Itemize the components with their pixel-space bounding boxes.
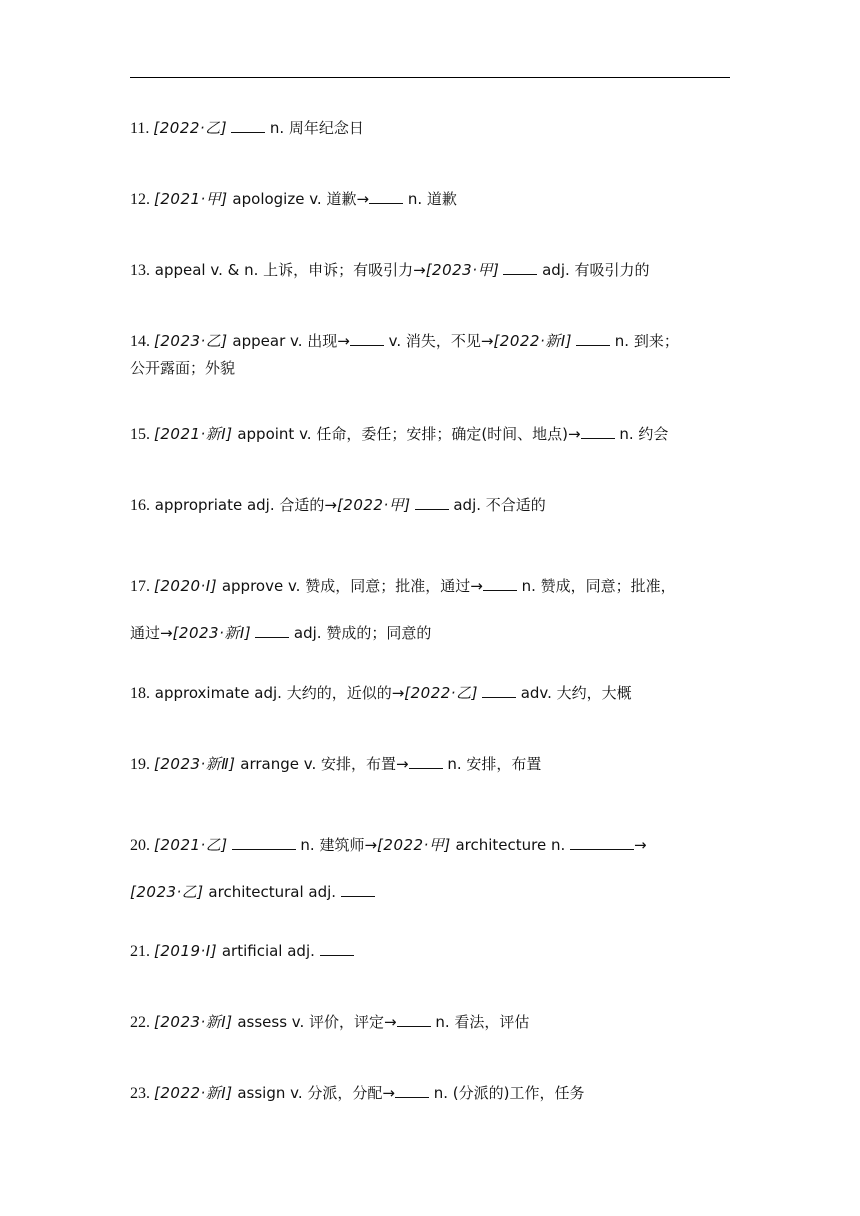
- item-text: adv. 大约，大概: [515, 684, 632, 702]
- item-text: approximate adj. 大约的，近似的→: [150, 684, 405, 702]
- item-text: appropriate adj. 合适的→: [150, 496, 337, 514]
- vocab-item-23: [130, 1080, 740, 1107]
- vocab-item-22: [130, 1009, 740, 1036]
- item-number: 21.: [130, 943, 150, 960]
- answer-blank[interactable]: [570, 832, 634, 850]
- answer-blank[interactable]: [255, 620, 289, 638]
- exam-tag: [2022·乙]: [404, 684, 478, 702]
- item-text: n. 道歉: [403, 190, 457, 208]
- header-rule: [130, 77, 730, 78]
- exam-tag: [2022·新Ⅰ]: [154, 1084, 233, 1102]
- vocab-item-18: [130, 680, 740, 707]
- item-text: arrange v. 安排，布置→: [235, 755, 409, 773]
- item-text: assign v. 分派，分配→: [232, 1084, 395, 1102]
- item-text-continued: 公开露面；外貌: [130, 359, 236, 377]
- item-text: adj. 不合适的: [448, 496, 546, 514]
- exam-tag: [2023·甲]: [425, 261, 500, 279]
- item-number: 17.: [130, 578, 150, 595]
- exam-tag: [2021·甲]: [154, 190, 228, 208]
- item-text: n. 看法，评估: [430, 1013, 530, 1031]
- item-text-continued: architectural adj.: [203, 883, 341, 901]
- item-text: n. 安排，布置: [442, 755, 542, 773]
- vocab-item-19: [130, 751, 740, 778]
- exam-tag: [2022·乙]: [153, 119, 228, 137]
- item-number: 22.: [130, 1014, 150, 1031]
- item-text: n. 建筑师→: [295, 836, 378, 854]
- item-number: 15.: [130, 426, 150, 443]
- item-text: adj. 有吸引力的: [537, 261, 650, 279]
- exam-tag: [2021·乙]: [154, 836, 228, 854]
- item-text: n. 赞成，同意；批准，: [516, 577, 676, 595]
- exam-tag: [2023·新Ⅱ]: [154, 755, 236, 773]
- answer-blank[interactable]: [483, 573, 517, 591]
- item-text: appoint v. 任命，委任；安排；确定(时间、地点)→: [232, 425, 581, 443]
- item-text: assess v. 评价，评定→: [232, 1013, 397, 1031]
- item-number: 20.: [130, 837, 150, 854]
- item-text: apologize v. 道歉→: [227, 190, 370, 208]
- vocab-item-16: [130, 492, 740, 519]
- item-text: artificial adj.: [217, 942, 320, 960]
- answer-blank[interactable]: [395, 1080, 429, 1098]
- item-text: n. (分派的)工作，任务: [428, 1084, 585, 1102]
- item-number: 18.: [130, 685, 150, 702]
- item-number: 14.: [130, 333, 150, 350]
- answer-blank[interactable]: [581, 421, 615, 439]
- answer-blank[interactable]: [415, 492, 449, 510]
- item-text: n. 周年纪念日: [265, 119, 364, 137]
- item-text-continued: 通过→: [130, 624, 173, 642]
- item-number: 11.: [130, 120, 150, 137]
- exam-tag: [2021·新Ⅰ]: [154, 425, 233, 443]
- vocab-item-13: [130, 257, 740, 284]
- item-text: appear v. 出现→: [227, 332, 350, 350]
- item-text: v. 消失，不见→: [383, 332, 494, 350]
- answer-blank[interactable]: [341, 879, 375, 897]
- answer-blank[interactable]: [503, 257, 537, 275]
- item-number: 19.: [130, 756, 150, 773]
- answer-blank[interactable]: [369, 186, 403, 204]
- item-text: approve v. 赞成，同意；批准，通过→: [217, 577, 483, 595]
- answer-blank[interactable]: [397, 1009, 431, 1027]
- answer-blank[interactable]: [231, 115, 265, 133]
- exam-tag: [2022·甲]: [377, 836, 451, 854]
- vocab-item-20: 20. [2021·乙] n. 建筑师→[2022·甲] architecture n. → [2023·乙] architectural adj.: [130, 822, 740, 916]
- exam-tag: [2022·新Ⅰ]: [493, 332, 573, 350]
- item-text: n. 到来；: [610, 332, 679, 350]
- exam-tag: [2022·甲]: [336, 496, 411, 514]
- answer-blank[interactable]: [409, 751, 443, 769]
- exam-tag: [2023·乙]: [130, 883, 204, 901]
- exam-tag: [2020·Ⅰ]: [154, 577, 218, 595]
- item-text: appeal v. & n. 上诉，申诉；有吸引力→: [150, 261, 426, 279]
- item-text-continued: adj. 赞成的；同意的: [289, 624, 432, 642]
- exam-tag: [2023·新Ⅰ]: [172, 624, 252, 642]
- vocab-item-11: [130, 115, 740, 142]
- answer-blank[interactable]: [320, 938, 354, 956]
- item-number: 23.: [130, 1085, 150, 1102]
- answer-blank[interactable]: [482, 680, 516, 698]
- vocab-item-21: [130, 938, 740, 965]
- item-text: n. 约会: [614, 425, 669, 443]
- vocab-item-17: [130, 563, 740, 657]
- vocab-item-15: [130, 421, 740, 448]
- answer-blank[interactable]: [232, 832, 296, 850]
- vocab-item-14: [130, 328, 740, 381]
- exam-tag: [2023·新Ⅰ]: [154, 1013, 233, 1031]
- exam-tag: [2019·Ⅰ]: [154, 942, 218, 960]
- exam-tag: [2023·乙]: [154, 332, 228, 350]
- answer-blank[interactable]: [350, 328, 384, 346]
- item-number: 16.: [130, 497, 150, 514]
- item-number: 13.: [130, 262, 150, 279]
- vocab-item-12: [130, 186, 740, 213]
- item-text: architecture n.: [450, 836, 571, 854]
- answer-blank[interactable]: [576, 328, 610, 346]
- item-number: 12.: [130, 191, 150, 208]
